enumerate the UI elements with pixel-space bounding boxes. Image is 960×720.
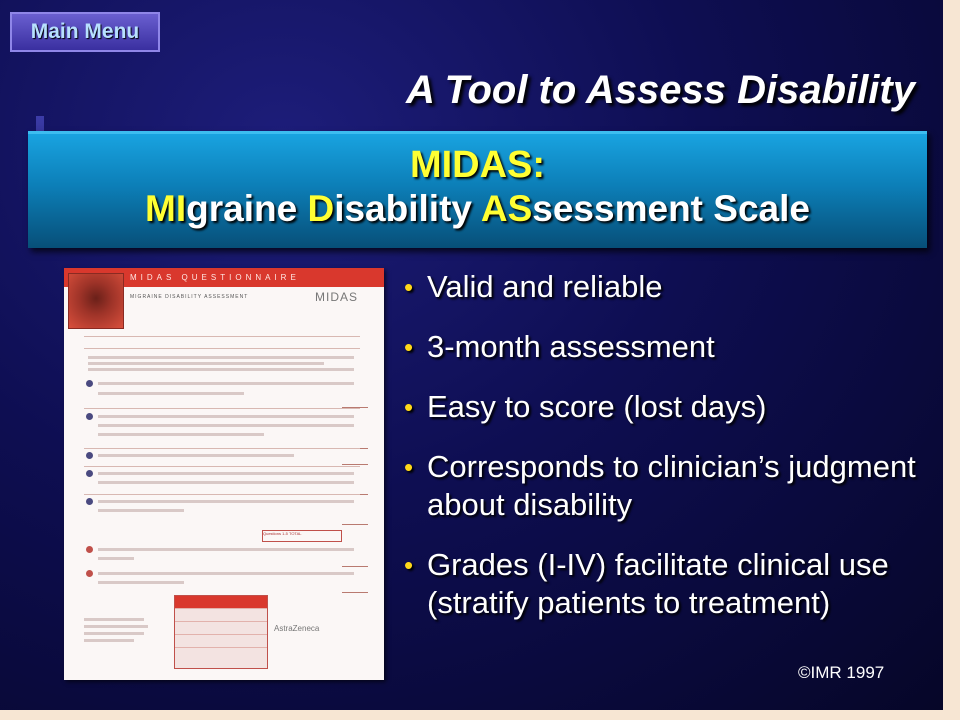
text-line (98, 454, 294, 457)
text-line (98, 392, 244, 395)
question-bullet (86, 380, 93, 387)
questionnaire-subtitle: MIGRAINE DISABILITY ASSESSMENT (130, 294, 249, 300)
headache-photo (68, 273, 124, 329)
bullet-item: • Valid and reliable (404, 268, 924, 306)
text-line (84, 639, 134, 642)
text-line (98, 424, 354, 427)
table-header (175, 596, 267, 608)
text-line (98, 500, 354, 503)
text-line (84, 632, 144, 635)
bullet-list (404, 268, 924, 644)
question-bullet (86, 570, 93, 577)
text-line (98, 382, 354, 385)
text-line (98, 548, 354, 551)
text-line (98, 557, 134, 560)
question-bullet (86, 470, 93, 477)
midas-logo: MIDAS (314, 290, 358, 304)
text-line (98, 472, 354, 475)
bullet-item: • Corresponds to clinician’s judgment about disability (404, 448, 924, 524)
bullet-item: • 3-month assessment (404, 328, 924, 366)
text-line (98, 433, 264, 436)
answer-box (342, 516, 368, 525)
text-line (88, 356, 354, 359)
bullet-item: • Easy to score (lost days) (404, 388, 924, 426)
questionnaire-header: MIDAS QUESTIONNAIRE (64, 268, 384, 287)
questionnaire-image (64, 268, 384, 680)
question-bullet (86, 498, 93, 505)
sponsor-logo: AstraZeneca (274, 624, 320, 633)
bullet-item: • Grades (I-IV) facilitate clinical use (stratify patients to treatment) (404, 546, 924, 622)
answer-box (342, 558, 368, 567)
copyright: ©IMR 1997 (798, 663, 885, 682)
text-line (84, 618, 144, 621)
banner-expansion (28, 186, 927, 232)
question-bullet (86, 546, 93, 553)
text-line (98, 572, 354, 575)
divider (84, 348, 360, 349)
text-line (98, 481, 354, 484)
midas-banner (28, 131, 927, 248)
answer-box (342, 456, 368, 465)
total-box: Questions 1-5 TOTAL (262, 530, 342, 542)
question-bullet (86, 452, 93, 459)
text-line (98, 581, 184, 584)
table-row (175, 608, 267, 621)
table-row (175, 634, 267, 647)
text-line (88, 362, 324, 365)
banner-part: AS (480, 188, 533, 229)
text-line (98, 415, 354, 418)
answer-box (342, 584, 368, 593)
banner-part: isability (334, 188, 481, 229)
banner-acronym: MIDAS: (409, 144, 546, 186)
text-line (88, 368, 354, 371)
text-line (98, 509, 184, 512)
main-menu-button[interactable]: Main Menu (10, 12, 160, 52)
divider (84, 466, 360, 467)
banner-part: graine (186, 188, 308, 229)
divider (84, 408, 360, 409)
divider (84, 336, 360, 337)
text-line (84, 625, 148, 628)
table-row (175, 621, 267, 634)
banner-part: MI (145, 188, 187, 229)
slide-title: A Tool to Assess Disability (405, 68, 915, 112)
divider (84, 448, 360, 449)
banner-part: sessment Scale (532, 188, 810, 229)
table-row (175, 647, 267, 660)
divider (84, 494, 360, 495)
answer-box (342, 399, 368, 408)
question-bullet (86, 413, 93, 420)
banner-part: D (307, 188, 335, 229)
grading-table (174, 595, 268, 669)
